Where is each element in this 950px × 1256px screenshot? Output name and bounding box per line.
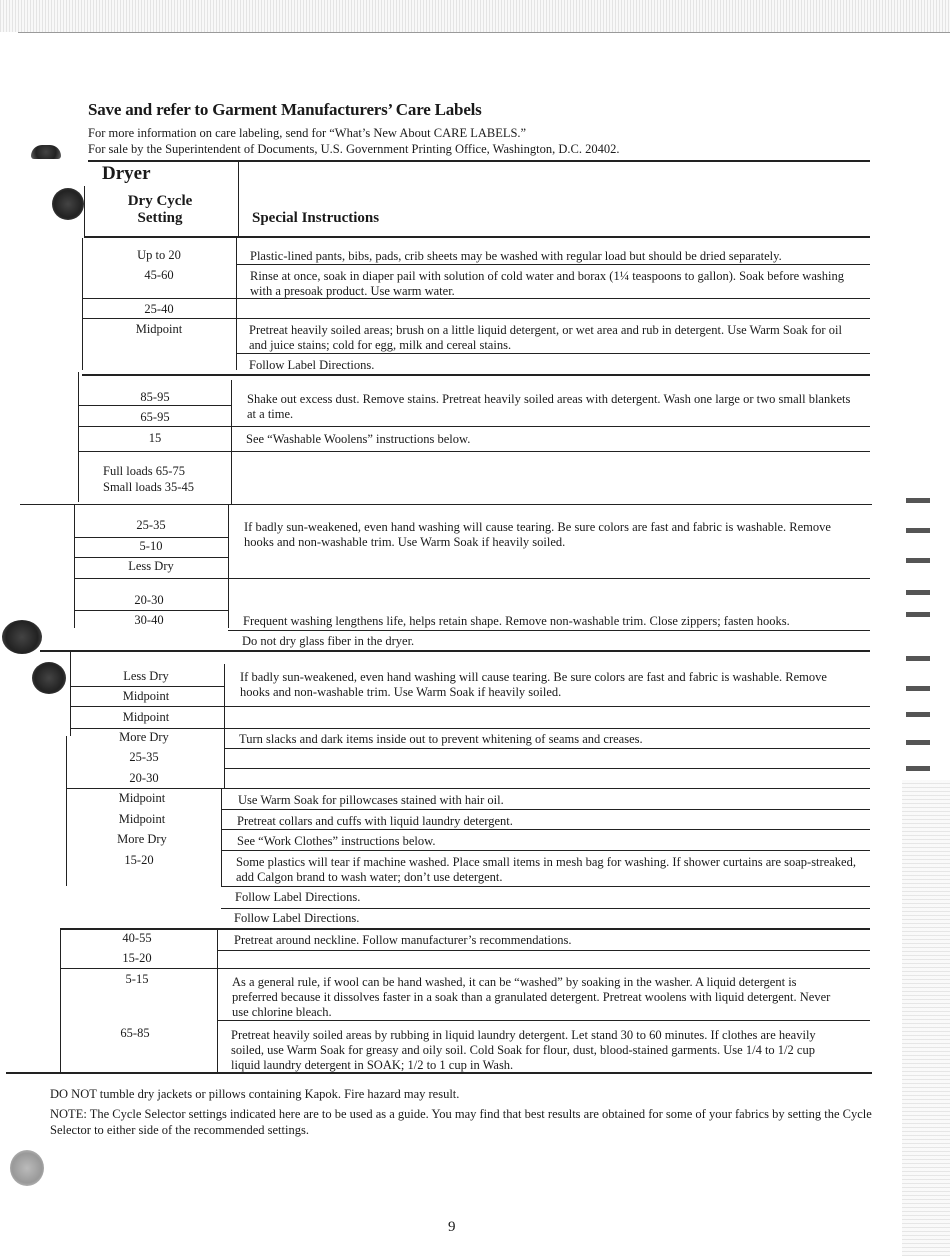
setting-cell: 85-95 — [140, 390, 170, 404]
table-title: Dryer — [102, 163, 151, 184]
setting-cell: 15 — [148, 431, 162, 445]
setting-cell: 5-10 — [139, 539, 163, 553]
scan-mark — [906, 740, 930, 745]
instruction-cell: Do not dry glass fiber in the dryer. — [242, 634, 415, 648]
kapok-warning: DO NOT tumble dry jackets or pillows containing Kapok. Fire hazard may result. — [50, 1087, 460, 1101]
setting-cell: 65-85 — [120, 1026, 150, 1040]
row-rule — [60, 968, 870, 969]
setting-cell: 30-40 — [134, 613, 164, 627]
instruction-cell: As a general rule, if wool can be hand washed, it can be “washed” by soaking in the washer. A liquid detergent is preferred because it dissolves faster in a soak than a granulated detergent. Pretreat woolens with liquid detergent. Never use chlorine bleach. — [232, 975, 831, 1019]
row-rule — [217, 950, 870, 951]
setting-cell: More Dry — [117, 832, 167, 846]
instruction-cell: Shake out excess dust. Remove stains. Pretreat heavily soiled areas with detergent. Wash one large or two small blankets at a time. — [247, 392, 851, 421]
page-heading: Save and refer to Garment Manufacturers’ Care Labels — [88, 100, 482, 119]
row-rule — [74, 610, 228, 611]
binder-hole-icon — [2, 620, 42, 654]
instruction-cell: See “Work Clothes” instructions below. — [237, 834, 436, 848]
scan-top-rule — [18, 32, 950, 33]
row-rule — [236, 353, 870, 354]
instruction-cell: Frequent washing lengthens life, helps retain shape. Remove non-washable trim. Close zippers; fasten hooks. — [243, 614, 790, 628]
setting-cell: More Dry — [119, 730, 169, 744]
column-divider — [221, 788, 222, 886]
binder-hole-icon — [52, 188, 84, 220]
row-rule — [70, 686, 224, 687]
instruction-cell: Some plastics will tear if machine washed. Place small items in mesh bag for washing. If shower curtains are soap-streaked, add Calgon brand to wash water; don’t use detergent. — [236, 855, 856, 884]
instruction-cell: Pretreat heavily soiled areas by rubbing in liquid laundry detergent. Let stand 30 to 60 minutes. If clothes are heavily soiled, use Warm Soak for greasy and oily soil. Cold Soak for flour, dust, blood-stained garments. Use 1/4 to 1/2 cup liquid laundry detergent in SOAK; 1/2 to 1 cup in Wash. — [231, 1028, 816, 1072]
instruction-cell: Turn slacks and dark items inside out to prevent whitening of seams and creases. — [239, 732, 643, 746]
scan-mark — [906, 712, 930, 717]
column-divider — [84, 186, 85, 236]
instruction-cell: Plastic-lined pants, bibs, pads, crib sheets may be washed with regular load but should be dried separately. — [250, 249, 782, 263]
scan-mark — [906, 686, 930, 691]
binder-hole-icon — [10, 1150, 44, 1186]
setting-cell: 15-20 — [124, 853, 154, 867]
setting-cell: 40-55 — [122, 931, 152, 945]
binder-hole-icon — [31, 145, 61, 159]
column-divider — [78, 372, 79, 502]
section-rule — [82, 374, 870, 376]
setting-cell: Midpoint — [118, 791, 166, 805]
setting-cell: 5-15 — [125, 972, 149, 986]
row-rule — [82, 318, 236, 319]
setting-cell: Up to 20 — [137, 248, 181, 262]
setting-cell: Midpoint — [135, 322, 183, 336]
column-divider — [238, 160, 239, 236]
setting-cell: 45-60 — [144, 268, 174, 282]
setting-cell: Less Dry — [128, 559, 174, 573]
instruction-cell: Pretreat around neckline. Follow manufacturer’s recommendations. — [234, 933, 572, 947]
row-rule — [66, 788, 870, 789]
setting-cell: 25-35 — [136, 518, 166, 532]
setting-cell: 20-30 — [134, 593, 164, 607]
row-rule — [221, 809, 870, 810]
scan-mark — [906, 528, 930, 533]
row-rule — [70, 706, 870, 707]
instruction-cell: Follow Label Directions. — [235, 890, 361, 904]
column-divider — [236, 238, 237, 370]
instruction-cell: If badly sun-weakened, even hand washing will cause tearing. Be sure colors are fast and fabric is washable. Remove hooks and non-washable trim. Use Warm Soak if heavily soiled. — [240, 670, 827, 699]
section-rule — [40, 650, 870, 652]
instruction-cell: Pretreat heavily soiled areas; brush on a little liquid detergent, or wet area and rub in detergent. Use Warm Soak for oil and juice stains; cold for egg, milk and cereal stains. — [249, 323, 842, 352]
row-rule — [217, 1020, 870, 1021]
scan-top-band — [0, 0, 950, 32]
row-rule — [78, 451, 870, 452]
scan-mark — [906, 656, 930, 661]
row-rule — [20, 504, 872, 505]
section-rule — [60, 928, 870, 930]
row-rule — [221, 908, 870, 909]
row-rule — [236, 318, 870, 319]
scan-mark — [906, 612, 930, 617]
row-rule — [74, 578, 870, 579]
info-line: For more information on care labeling, send for “What’s New About CARE LABELS.” — [88, 126, 527, 140]
binder-hole-icon — [32, 662, 66, 694]
setting-cell: Midpoint — [122, 710, 170, 724]
instruction-cell: If badly sun-weakened, even hand washing will cause tearing. Be sure colors are fast and fabric is washable. Remove hooks and non-washable trim. Use Warm Soak if heavily soiled. — [244, 520, 831, 549]
column-header-setting: Dry Cycle Setting — [127, 193, 193, 226]
instruction-cell: Follow Label Directions. — [234, 911, 360, 925]
row-rule — [221, 850, 870, 851]
column-divider — [70, 650, 71, 736]
column-divider — [228, 504, 229, 628]
info-line: For sale by the Superintendent of Documents, U.S. Government Printing Office, Washington, D.C. 20402. — [88, 142, 620, 156]
scan-mark — [906, 558, 930, 563]
scan-mark — [906, 498, 930, 503]
instruction-cell: Pretreat collars and cuffs with liquid laundry detergent. — [237, 814, 513, 828]
column-divider — [60, 928, 61, 1072]
instruction-cell: Use Warm Soak for pillowcases stained with hair oil. — [238, 793, 504, 807]
header-rule — [84, 236, 870, 238]
setting-cell: 20-30 — [129, 771, 159, 785]
setting-cell: 25-40 — [144, 302, 174, 316]
row-rule — [228, 630, 870, 631]
row-rule — [236, 264, 870, 265]
page-number: 9 — [448, 1219, 456, 1235]
column-divider — [224, 664, 225, 788]
row-rule — [78, 426, 870, 427]
setting-cell: 15-20 — [122, 951, 152, 965]
setting-cell: Midpoint — [118, 812, 166, 826]
setting-cell: Midpoint — [122, 689, 170, 703]
scan-mark — [906, 590, 930, 595]
instruction-cell: See “Washable Woolens” instructions below. — [246, 432, 471, 446]
row-rule — [70, 728, 870, 729]
table-top-rule — [88, 160, 870, 162]
instruction-cell: Follow Label Directions. — [249, 358, 375, 372]
row-rule — [224, 748, 870, 749]
setting-cell: 65-95 — [140, 410, 170, 424]
setting-cell: Full loads 65-75 — [103, 464, 185, 478]
setting-cell: Less Dry — [123, 669, 169, 683]
row-rule — [74, 557, 228, 558]
row-rule — [224, 768, 870, 769]
scan-right-strip — [902, 780, 950, 1256]
instruction-cell: Rinse at once, soak in diaper pail with solution of cold water and borax (1¼ teaspoons to gallon). Soak before washing with a presoak product. Use warm water. — [250, 269, 844, 298]
row-rule — [221, 886, 870, 887]
cycle-selector-note: NOTE: The Cycle Selector settings indicated here are to be used as a guide. You may find that best results are obtained for some of your fabrics by setting the Cycle Selector to either side of the recommended settings. — [50, 1107, 872, 1137]
row-rule — [221, 829, 870, 830]
scan-mark — [906, 766, 930, 771]
row-rule — [74, 537, 228, 538]
setting-cell: Small loads 35-45 — [103, 480, 194, 494]
column-header-instructions: Special Instructions — [252, 210, 380, 226]
row-rule — [78, 405, 231, 406]
column-divider — [231, 380, 232, 504]
setting-cell: 25-35 — [129, 750, 159, 764]
column-divider — [82, 238, 83, 370]
